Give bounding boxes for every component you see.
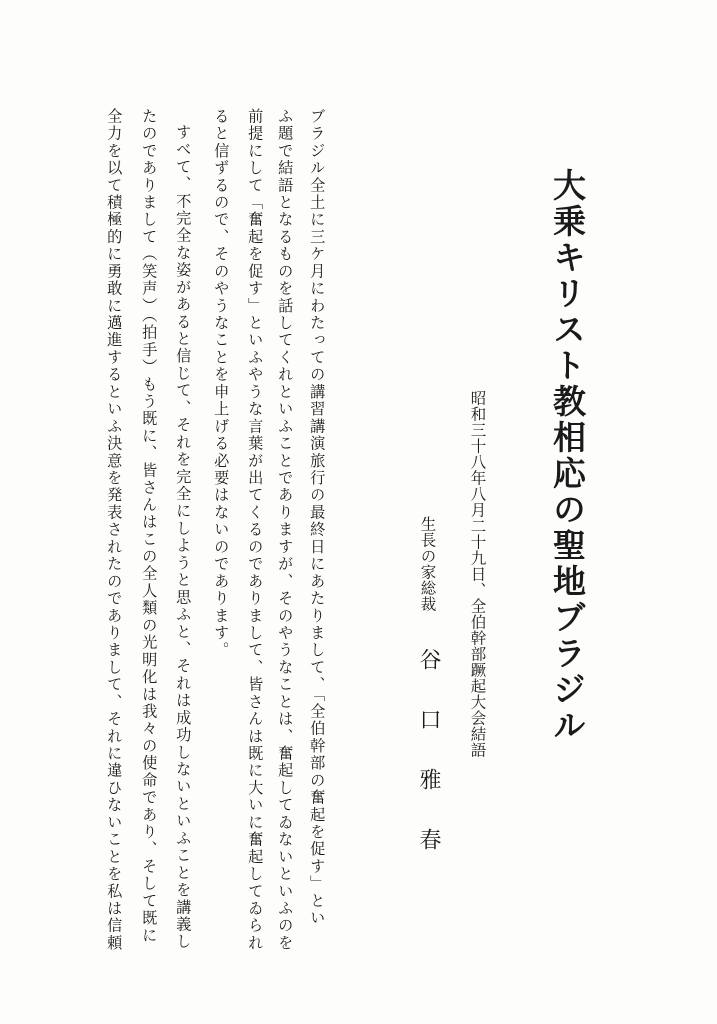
body-line-2: ふ題で結語となるものを話してくれといふことでありますが、そのやうなことは、奮起してゐないといふのを [276, 108, 295, 952]
author-name: 谷口雅春 [416, 648, 441, 888]
body-line-6: たのでありまして（笑声）（拍手）もう既に、皆さんはこの全人類の光明化は我々の使命であり、そして既に [140, 108, 159, 945]
body-line-1: ブラジル全土に三ケ月にわたっての講習講演旅行の最終日にあたりまして、「全伯幹部の奮起を促す」とい [308, 108, 327, 927]
author-role: 生長の家総裁 [418, 516, 437, 612]
body-line-3: 前提にして「奮起を促す」といふやうな言葉が出てくるのでありまして、皆さんは既に大いに奮起してゐられ [246, 108, 265, 952]
article-title: 大乗キリスト教相応の聖地ブラジル [548, 168, 587, 744]
occasion-line: 昭和三十八年八月二十九日、全伯幹部蹶起大会結語 [468, 390, 487, 758]
body-line-5: すべて、不完全な姿があると信じて、それを完全にしようと思ふと、それは成功しないといふことを講義し [174, 124, 193, 951]
body-line-7: 全力を以て積極的に勇敢に邁進するといふ決意を発表されたのでありまして、それに違ひないことを私は信頼 [105, 108, 124, 952]
body-line-4: ると信ずるので、そのやうなことを申上げる必要はないのであります。 [212, 108, 231, 660]
